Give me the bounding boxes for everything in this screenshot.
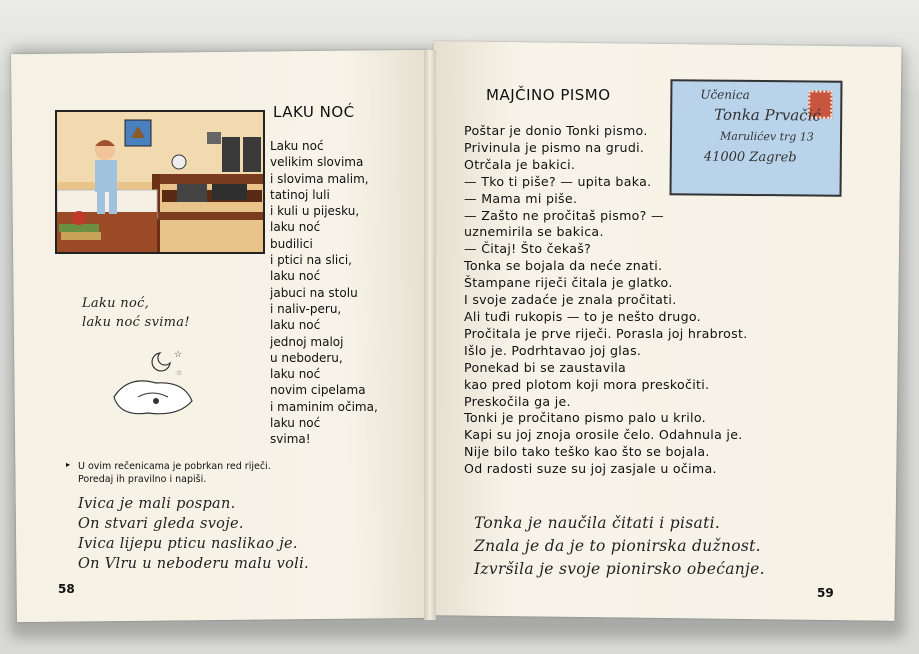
- page-number-right: 59: [817, 586, 834, 600]
- exercise-line: Poredaj ih pravilno i napiši.: [78, 474, 207, 485]
- handwritten-line: Znala je da je to pionirska dužnost.: [474, 537, 761, 555]
- poem-text: [270, 138, 378, 448]
- envelope-recipient-title: Učenica: [700, 87, 750, 102]
- poem-line: budilici: [270, 236, 313, 251]
- envelope-street: Marulićev trg 13: [719, 129, 814, 144]
- envelope-recipient-name: Tonka Prvačić: [714, 105, 821, 125]
- story-line: Otrčala je bakici.: [464, 156, 576, 172]
- poem-line: tatinoj luli: [270, 187, 330, 202]
- story-line: Poštar je donio Tonki pismo.: [464, 123, 648, 138]
- poem-line: novim cipelama: [270, 383, 366, 398]
- book-gutter: [424, 50, 436, 620]
- story-line: Ponekad bi se zaustavila: [464, 359, 627, 375]
- scrambled-sentence: On stvari gleda svoje.: [78, 516, 244, 532]
- svg-text:☆: ☆: [176, 369, 183, 377]
- story-line: Kapi su joj znoja orosile čelo. Odahnula je.: [464, 427, 743, 443]
- page-number-left: 58: [58, 582, 75, 596]
- story-line: — Mama mi piše.: [464, 190, 578, 206]
- poem-line: laku noć: [270, 367, 321, 382]
- story-line: — Tko ti piše? — upita baka.: [464, 173, 652, 189]
- poem-line: velikim slovima: [270, 155, 364, 170]
- story-line: Preskočila ga je.: [464, 393, 571, 409]
- handwritten-note-line: laku noć svima!: [82, 315, 190, 330]
- exercise-line: U ovim rečenicama je pobrkan red riječi.: [78, 461, 271, 472]
- poem-line: laku noć: [270, 220, 321, 235]
- poem-line: i naliv-peru,: [270, 301, 342, 316]
- story-text: [464, 123, 748, 478]
- poem-line: u neboderu,: [270, 350, 343, 365]
- poem-line: i slovima malim,: [270, 171, 369, 186]
- story-line: Tonka se bojala da neće znati.: [464, 258, 663, 274]
- story-line: I svoje zadaće je znala pročitati.: [464, 292, 677, 308]
- handwritten-note-line: Laku noć,: [82, 296, 150, 311]
- scrambled-sentence: Ivica je mali pospan.: [78, 496, 236, 512]
- sleeping-pillow-drawing: [108, 345, 198, 425]
- story-line: Privinula je pismo na grudi.: [464, 139, 645, 155]
- story-line: uznemirila se bakica.: [464, 224, 604, 240]
- exercise-instruction: [78, 460, 271, 486]
- poem-title: LAKU NOĆ: [273, 103, 355, 121]
- story-line: Išlo je. Podrhtavao joj glas.: [464, 342, 642, 358]
- poem-line: Laku noć: [270, 139, 324, 153]
- envelope-city: 41000 Zagreb: [703, 149, 797, 166]
- poem-line: i ptici na slici,: [270, 253, 352, 268]
- bedroom-illustration: [55, 110, 265, 254]
- poem-line: i maminim očima,: [270, 399, 378, 414]
- story-line: Štampane riječi čitala je glatko.: [464, 275, 673, 291]
- story-line: Ali tuđi rukopis — to je nešto drugo.: [464, 308, 701, 324]
- handwritten-line: Tonka je naučila čitati i pisati.: [474, 514, 721, 532]
- story-line: Tonki je pročitano pismo palo u krilo.: [464, 410, 706, 426]
- exercise-bullet-icon: ▸: [66, 460, 71, 469]
- poem-line: laku noć: [270, 416, 321, 431]
- poem-line: jednoj maloj: [270, 334, 344, 349]
- poem-line: laku noć: [270, 318, 321, 333]
- poem-line: i kuli u pijesku,: [270, 204, 360, 219]
- handwritten-line: Izvršila je svoje pionirsko obećanje.: [474, 560, 765, 578]
- story-line: Pročitala je prve riječi. Porasla joj hrabrost.: [464, 325, 748, 341]
- story-line: — Zašto ne pročitaš pismo? —: [464, 207, 664, 223]
- story-title: MAJČINO PISMO: [486, 86, 611, 104]
- poem-line: jabuci na stolu: [270, 285, 358, 300]
- poem-line: laku noć: [270, 269, 321, 284]
- poem-line: svima!: [270, 432, 311, 447]
- scrambled-sentence: Ivica lijepu pticu naslikao je.: [78, 536, 298, 552]
- story-line: Od radosti suze su joj zasjale u očima.: [464, 461, 717, 477]
- story-line: kao pred plotom koji mora preskočiti.: [464, 376, 710, 392]
- scrambled-sentence: On Vlru u neboderu malu voli.: [78, 556, 309, 572]
- story-line: — Čitaj! Što čekaš?: [464, 241, 592, 257]
- story-line: Nije bilo tako teško kao što se bojala.: [464, 444, 710, 460]
- svg-text:☆: ☆: [174, 350, 183, 360]
